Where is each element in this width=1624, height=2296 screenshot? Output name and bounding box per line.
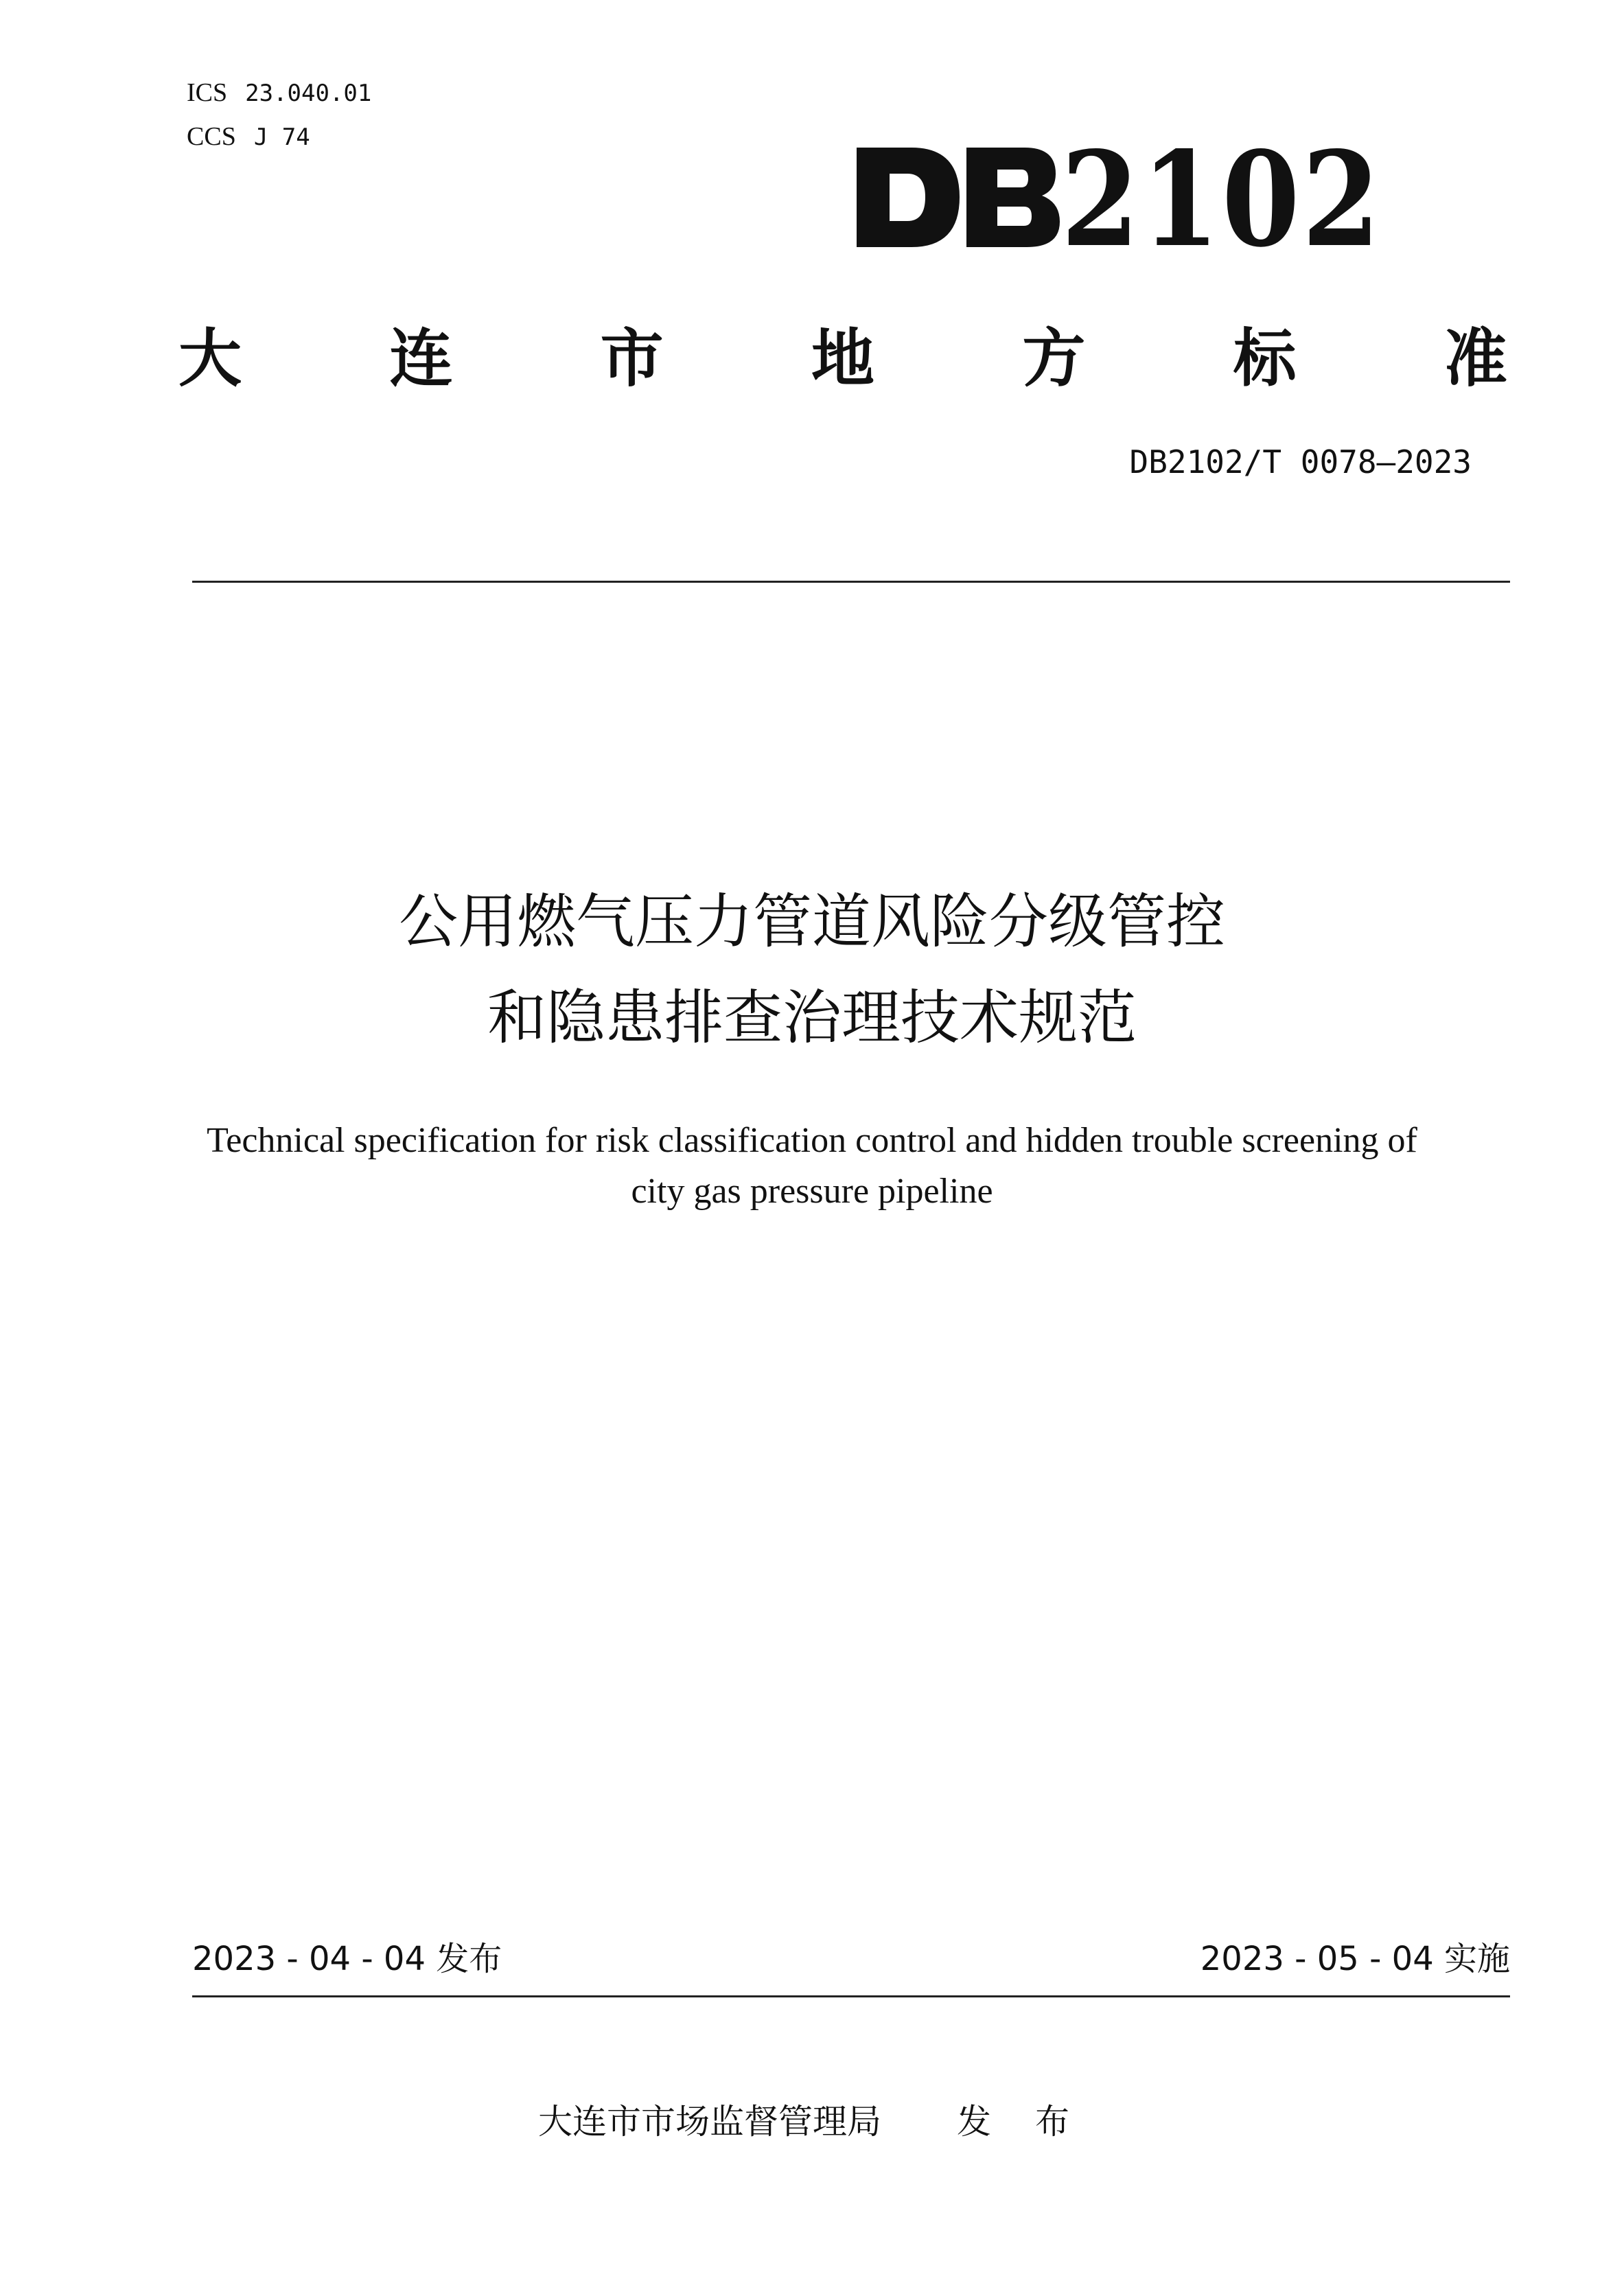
issuer-action: 发 布 [957, 2102, 1086, 2142]
heading-char: 连 [389, 322, 453, 395]
heading-char: 地 [811, 322, 874, 395]
ccs-code [187, 124, 310, 150]
english-title-line-2: city gas pressure pipeline [631, 1172, 993, 1211]
ics-label: ICS [187, 78, 228, 107]
ccs-label: CCS [187, 122, 236, 151]
heading-char: 市 [600, 322, 664, 395]
db2102-logo [857, 123, 1385, 276]
english-title-line-1: Technical specification for risk classification control and hidden trouble screening of [207, 1121, 1417, 1160]
heading-char: 标 [1233, 322, 1297, 395]
standard-type-heading [178, 321, 1507, 397]
chinese-title-line-2: 和隐患排查治理技术规范 [487, 984, 1137, 1052]
ccs-value: J 74 [253, 124, 310, 151]
header-divider [192, 581, 1510, 583]
issuer-name: 大连市市场监督管理局 [538, 2102, 882, 2142]
heading-char: 大 [178, 322, 242, 395]
heading-char: 方 [1022, 322, 1086, 395]
release-date: 2023 - 04 - 04 发布 [192, 1940, 502, 1978]
effective-date: 2023 - 05 - 04 实施 [1200, 1940, 1510, 1978]
chinese-title-line-1: 公用燃气压力管道风险分级管控 [399, 888, 1225, 956]
footer-divider [192, 1995, 1510, 1997]
standard-number: DB2102/T 0078—2023 [1129, 443, 1472, 480]
ics-code [187, 80, 371, 106]
svg-text:2102: 2102 [1061, 123, 1382, 276]
issuer [0, 2102, 1624, 2142]
heading-char: 准 [1443, 322, 1507, 395]
ics-value: 23.040.01 [245, 80, 372, 107]
